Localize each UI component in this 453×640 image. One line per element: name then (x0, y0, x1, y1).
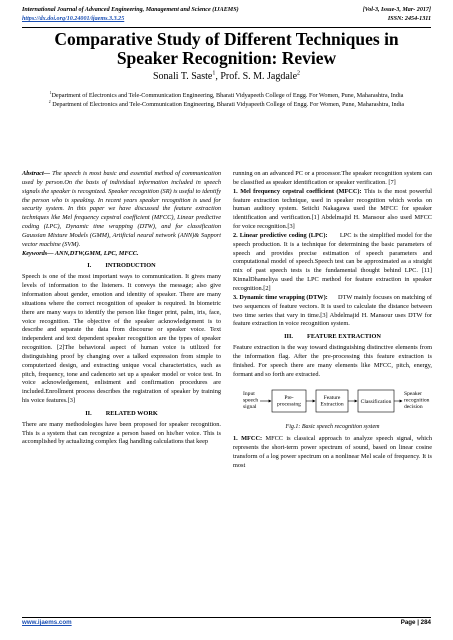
doi-link[interactable]: https://dx.doi.org/10.24001/ijaems.3.3.25 (22, 16, 125, 22)
item-mfcc: 1. Mel frequency cepstral coefficient (MFCC): This is the most powerful feature extraction technique, used in speaker recognition which works on human auditory system. Seiichi Nakagawa used the MFCC for speaker identification and verification.[1] Abdelmajid H. Mansour also used MFCC for voice recognition.[3] (233, 187, 433, 231)
page-footer (22, 619, 431, 626)
issn: ISSN: 2454-1311 (387, 16, 431, 22)
keywords (22, 250, 221, 259)
affiliations (30, 92, 423, 110)
svg-text:Pre-processing: Pre-processing (277, 395, 301, 408)
intro-paragraph: Speech is one of the most important ways to communication. It gives many levels of information to the listeners. It conveys the message; also give information about gender, emotion and identity of speaker. There are many situations where the correct recognition of speaker is required. In biometric there are many ways to identify the person like finger print, palm, iris, face, voice recognition. The objective of the speaker acknowledgement is to describe and separate the data from discourse or speaker voice. Text independent and text dependent speaker recognition are the types of speaker recognition. [2]The behavioral aspect of human voice is utilized for distinguishing proof by changing over a talked expression from simple to computerized design, and extracting unique vocal characteristics, such as pitch, frequency, tone and cadenceto set up a speaker model or voice test. In voice acknowledgement, enlistment and confirmation procedures are included.Enrollment process describes the registration of speaker by training his voice features.[3] (22, 273, 221, 405)
running-header (22, 6, 431, 24)
page-number: Page | 284 (400, 619, 431, 626)
left-column (22, 170, 221, 447)
svg-text:FeatureExtraction: Feature Extraction (320, 395, 344, 408)
header-rule (22, 27, 431, 28)
paper-title: Comparative Study of Different Techniques in Speaker Recognition: Review (54, 29, 399, 68)
author-line (22, 70, 431, 83)
affiliation-1: $^1$Department of Electronics and Tele-Communication Engineering, Bharati Vidyapeeth College of Engg. For Women, Pune, Maharashtra, India (49, 90, 404, 99)
block-input: Input speech signal (243, 391, 259, 411)
site-link[interactable]: www.ijaems.com (22, 619, 72, 626)
author-2-sup: 2 (297, 70, 301, 77)
figure-caption: Fig.1: Basic speech recognition system (285, 424, 380, 431)
abstract (22, 170, 221, 250)
block-diagram-svg (233, 382, 432, 422)
section-heading-feature: III. FEATURE EXTRACTION (284, 333, 381, 341)
svg-text:Classification: Classification (360, 399, 392, 406)
section-heading-related: II. RELATED WORK (85, 409, 158, 417)
section-heading-intro: I. INTRODUCTION (87, 262, 156, 270)
author-1-sup: 1 (212, 70, 216, 77)
keywords-label: Keywords— (22, 249, 54, 257)
affiliation-2: $^2$ Department of Electronics and Tele-Communication Engineering, Bharati Vidyapeeth College of Engg. For Women, Pune, Maharashtra, India (48, 99, 405, 108)
volume-info: [Vol-3, Issue-3, Mar- 2017] (362, 7, 431, 13)
author-2: Prof. S. M. Jagdale (220, 71, 298, 82)
mfcc-paragraph: 1. MFCC: MFCC is classical approach to analyze speech signal, which represents the short-term power spectrum of sound, based on linear cosine transform of a log power spectrum on a nonlinear Mel scale of frequency. It is most (233, 435, 432, 469)
author-sep: , (215, 71, 221, 82)
right-column (233, 170, 432, 471)
abstract-text: The speech is most basic and essential method of communication used by person.On the basis of individual information included in speech signals the speaker is recognized. Speaker recognition (SR) is useful to identify the person who is speaking. In recent years speaker recognition is used for security system. In this paper we have discussed the feature extraction techniques like Mel frequency cepstral coefficient (MFCC), Linear predictive coding (LPC), Dynamic time wrapping (DTW), and for classification Gaussian Mixture Models (GMM), Artificial neural network (ANN)& Support vector machine (SVM). (22, 170, 221, 248)
feature-paragraph: Feature extraction is the way toward distinguishing distinctive elements from the information flag. After the pre-processing this feature extraction is finished. For speech there are many elements like MFCC, pitch, energy, formant and so forth are extracted. (233, 344, 432, 378)
journal-name: International Journal of Advanced Engineering, Management and Science (IJAEMS) (22, 7, 239, 13)
footer-rule (22, 617, 431, 618)
item-dtw: 3. Dynamic time wrapping (DTW): DTW mainly focuses on matching of two sequences of feature vectors. It is used to calculate the distance between two time series that vary in time.[3] Abdelmajid H. Mansour uses DTW for feature extraction in voice recognition system. (233, 293, 434, 328)
item-lpc: 2. Linear predictive coding (LPC): LPC is the simplified model for the speech production. It is a technique for determining the basic parameters of speech and provides precise estimation of speech parameters and computational model of speech.Speech test can be approximated as a straight mix of past speech tests is the fundamental thought behind LPC. [11] KinnalDhameliya used the LPC method for feature extraction in speaker recognition.[2] (233, 231, 434, 292)
related-paragraph: There are many methodologies have been proposed for speaker recognition. This is a system that can recognize a person based on his/her voice. This is accomplished by actualizing complex flag handling calculations that keep (22, 420, 221, 446)
figure-block-diagram (233, 382, 432, 422)
related-continued: running on an advanced PC or a processor.The speaker recognition system can be classified as speaker identification or speaker verification. [7] (233, 170, 432, 186)
abstract-label: Abstract— (22, 170, 50, 177)
block-decision: Speaker recognition decision (404, 391, 430, 411)
author-1: Sonali T. Saste (152, 71, 213, 82)
keywords-text: ANN,DTW,GMM, LPC, MFCC. (53, 249, 139, 257)
